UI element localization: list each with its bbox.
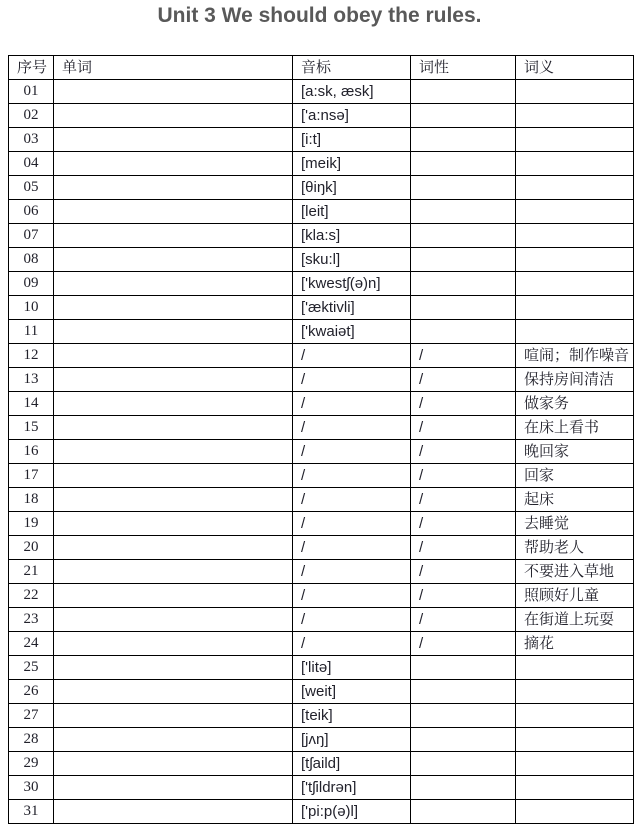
table-row bbox=[9, 416, 634, 440]
meaning-cell: 在床上看书 bbox=[516, 416, 634, 440]
row-number-cell: 23 bbox=[9, 608, 54, 632]
meaning-cell bbox=[516, 680, 634, 704]
meaning-cell bbox=[516, 152, 634, 176]
word-cell bbox=[54, 680, 293, 704]
row-number-cell: 26 bbox=[9, 680, 54, 704]
phonetic-cell: [teik] bbox=[293, 704, 411, 728]
phonetic-cell: [sku:l] bbox=[293, 248, 411, 272]
word-cell bbox=[54, 440, 293, 464]
table-row bbox=[9, 512, 634, 536]
word-cell bbox=[54, 728, 293, 752]
word-cell bbox=[54, 80, 293, 104]
table-row bbox=[9, 320, 634, 344]
meaning-cell bbox=[516, 200, 634, 224]
word-cell bbox=[54, 704, 293, 728]
word-cell bbox=[54, 176, 293, 200]
phonetic-cell: [a:sk, æsk] bbox=[293, 80, 411, 104]
phonetic-cell: [i:t] bbox=[293, 128, 411, 152]
pos-cell: / bbox=[411, 584, 516, 608]
meaning-cell: 在街道上玩耍 bbox=[516, 608, 634, 632]
phonetic-cell: / bbox=[293, 464, 411, 488]
table-row bbox=[9, 440, 634, 464]
row-number-cell: 25 bbox=[9, 656, 54, 680]
phonetic-cell: / bbox=[293, 344, 411, 368]
meaning-cell: 不要进入草地 bbox=[516, 560, 634, 584]
phonetic-cell: ['pi:p(ə)l] bbox=[293, 800, 411, 824]
phonetic-cell: ['kwaiət] bbox=[293, 320, 411, 344]
pos-cell bbox=[411, 176, 516, 200]
phonetic-cell: ['æktivli] bbox=[293, 296, 411, 320]
table-row bbox=[9, 536, 634, 560]
row-number-cell: 12 bbox=[9, 344, 54, 368]
phonetic-cell: ['litə] bbox=[293, 656, 411, 680]
pos-cell: / bbox=[411, 632, 516, 656]
table-row bbox=[9, 152, 634, 176]
phonetic-cell: [tʃaild] bbox=[293, 752, 411, 776]
meaning-cell bbox=[516, 800, 634, 824]
table-row bbox=[9, 344, 634, 368]
meaning-cell bbox=[516, 176, 634, 200]
table-row bbox=[9, 608, 634, 632]
word-cell bbox=[54, 560, 293, 584]
phonetic-cell: / bbox=[293, 512, 411, 536]
meaning-cell: 帮助老人 bbox=[516, 536, 634, 560]
row-number-cell: 31 bbox=[9, 800, 54, 824]
word-cell bbox=[54, 632, 293, 656]
phonetic-cell: [meik] bbox=[293, 152, 411, 176]
word-cell bbox=[54, 368, 293, 392]
meaning-cell: 摘花 bbox=[516, 632, 634, 656]
pos-cell: / bbox=[411, 608, 516, 632]
pos-cell bbox=[411, 776, 516, 800]
table-row bbox=[9, 488, 634, 512]
pos-cell: / bbox=[411, 536, 516, 560]
table-row bbox=[9, 368, 634, 392]
pos-cell bbox=[411, 104, 516, 128]
pos-cell bbox=[411, 248, 516, 272]
meaning-cell bbox=[516, 704, 634, 728]
phonetic-cell: / bbox=[293, 392, 411, 416]
row-number-cell: 01 bbox=[9, 80, 54, 104]
meaning-cell bbox=[516, 128, 634, 152]
meaning-cell: 去睡觉 bbox=[516, 512, 634, 536]
word-cell bbox=[54, 128, 293, 152]
row-number-cell: 27 bbox=[9, 704, 54, 728]
pos-cell: / bbox=[411, 344, 516, 368]
table-row bbox=[9, 80, 634, 104]
pos-cell bbox=[411, 128, 516, 152]
word-cell bbox=[54, 608, 293, 632]
row-number-cell: 07 bbox=[9, 224, 54, 248]
pos-cell: / bbox=[411, 416, 516, 440]
word-cell bbox=[54, 152, 293, 176]
meaning-cell bbox=[516, 728, 634, 752]
table-row bbox=[9, 200, 634, 224]
word-cell bbox=[54, 392, 293, 416]
row-number-cell: 19 bbox=[9, 512, 54, 536]
word-cell bbox=[54, 536, 293, 560]
meaning-cell: 起床 bbox=[516, 488, 634, 512]
row-number-cell: 17 bbox=[9, 464, 54, 488]
word-cell bbox=[54, 416, 293, 440]
word-cell bbox=[54, 584, 293, 608]
word-cell bbox=[54, 224, 293, 248]
row-number-cell: 09 bbox=[9, 272, 54, 296]
row-number-cell: 18 bbox=[9, 488, 54, 512]
word-cell bbox=[54, 320, 293, 344]
table-row bbox=[9, 104, 634, 128]
row-number-cell: 21 bbox=[9, 560, 54, 584]
table-row bbox=[9, 128, 634, 152]
word-cell bbox=[54, 248, 293, 272]
vocab-table bbox=[8, 55, 634, 824]
meaning-cell: 做家务 bbox=[516, 392, 634, 416]
row-number-cell: 29 bbox=[9, 752, 54, 776]
table-row bbox=[9, 584, 634, 608]
phonetic-cell: / bbox=[293, 584, 411, 608]
pos-cell bbox=[411, 704, 516, 728]
meaning-cell: 回家 bbox=[516, 464, 634, 488]
pos-cell bbox=[411, 800, 516, 824]
table-row bbox=[9, 728, 634, 752]
header-word: 单词 bbox=[54, 56, 293, 80]
word-cell bbox=[54, 464, 293, 488]
word-cell bbox=[54, 776, 293, 800]
meaning-cell bbox=[516, 248, 634, 272]
table-row bbox=[9, 224, 634, 248]
phonetic-cell: / bbox=[293, 632, 411, 656]
word-cell bbox=[54, 200, 293, 224]
meaning-cell: 照顾好儿童 bbox=[516, 584, 634, 608]
pos-cell bbox=[411, 200, 516, 224]
phonetic-cell: / bbox=[293, 488, 411, 512]
word-cell bbox=[54, 800, 293, 824]
pos-cell: / bbox=[411, 488, 516, 512]
word-cell bbox=[54, 656, 293, 680]
row-number-cell: 10 bbox=[9, 296, 54, 320]
row-number-cell: 20 bbox=[9, 536, 54, 560]
header-phonetic: 音标 bbox=[293, 56, 411, 80]
pos-cell: / bbox=[411, 440, 516, 464]
pos-cell: / bbox=[411, 560, 516, 584]
row-number-cell: 30 bbox=[9, 776, 54, 800]
phonetic-cell: / bbox=[293, 440, 411, 464]
header-meaning: 词义 bbox=[516, 56, 634, 80]
table-row bbox=[9, 296, 634, 320]
header-row bbox=[9, 56, 634, 80]
phonetic-cell: [kla:s] bbox=[293, 224, 411, 248]
row-number-cell: 13 bbox=[9, 368, 54, 392]
table-row bbox=[9, 680, 634, 704]
meaning-cell: 晚回家 bbox=[516, 440, 634, 464]
meaning-cell bbox=[516, 656, 634, 680]
pos-cell bbox=[411, 680, 516, 704]
meaning-cell bbox=[516, 272, 634, 296]
word-cell bbox=[54, 104, 293, 128]
table-row bbox=[9, 272, 634, 296]
meaning-cell bbox=[516, 104, 634, 128]
row-number-cell: 28 bbox=[9, 728, 54, 752]
phonetic-cell: [weit] bbox=[293, 680, 411, 704]
phonetic-cell: [leit] bbox=[293, 200, 411, 224]
vocab-table-body bbox=[9, 80, 634, 824]
pos-cell: / bbox=[411, 512, 516, 536]
meaning-cell bbox=[516, 224, 634, 248]
phonetic-cell: / bbox=[293, 368, 411, 392]
meaning-cell bbox=[516, 320, 634, 344]
word-cell bbox=[54, 512, 293, 536]
page-title: Unit 3 We should obey the rules. bbox=[157, 4, 482, 27]
pos-cell bbox=[411, 224, 516, 248]
row-number-cell: 24 bbox=[9, 632, 54, 656]
pos-cell: / bbox=[411, 392, 516, 416]
table-row bbox=[9, 392, 634, 416]
row-number-cell: 02 bbox=[9, 104, 54, 128]
phonetic-cell: ['a:nsə] bbox=[293, 104, 411, 128]
row-number-cell: 03 bbox=[9, 128, 54, 152]
pos-cell bbox=[411, 80, 516, 104]
header-pos: 词性 bbox=[411, 56, 516, 80]
phonetic-cell: / bbox=[293, 608, 411, 632]
meaning-cell: 保持房间清洁 bbox=[516, 368, 634, 392]
phonetic-cell: ['kwestʃ(ə)n] bbox=[293, 272, 411, 296]
row-number-cell: 08 bbox=[9, 248, 54, 272]
table-row bbox=[9, 752, 634, 776]
pos-cell bbox=[411, 656, 516, 680]
pos-cell bbox=[411, 296, 516, 320]
word-cell bbox=[54, 488, 293, 512]
pos-cell bbox=[411, 272, 516, 296]
table-row bbox=[9, 464, 634, 488]
row-number-cell: 11 bbox=[9, 320, 54, 344]
table-row bbox=[9, 800, 634, 824]
row-number-cell: 22 bbox=[9, 584, 54, 608]
row-number-cell: 15 bbox=[9, 416, 54, 440]
table-row bbox=[9, 704, 634, 728]
phonetic-cell: / bbox=[293, 416, 411, 440]
table-row bbox=[9, 656, 634, 680]
row-number-cell: 04 bbox=[9, 152, 54, 176]
pos-cell: / bbox=[411, 464, 516, 488]
meaning-cell bbox=[516, 776, 634, 800]
pos-cell: / bbox=[411, 368, 516, 392]
phonetic-cell: [jʌŋ] bbox=[293, 728, 411, 752]
row-number-cell: 05 bbox=[9, 176, 54, 200]
meaning-cell: 喧闹；制作噪音 bbox=[516, 344, 634, 368]
phonetic-cell: / bbox=[293, 536, 411, 560]
phonetic-cell: ['tʃildrən] bbox=[293, 776, 411, 800]
table-row bbox=[9, 176, 634, 200]
pos-cell bbox=[411, 728, 516, 752]
word-cell bbox=[54, 296, 293, 320]
row-number-cell: 06 bbox=[9, 200, 54, 224]
word-cell bbox=[54, 272, 293, 296]
header-number: 序号 bbox=[9, 56, 54, 80]
row-number-cell: 16 bbox=[9, 440, 54, 464]
pos-cell bbox=[411, 152, 516, 176]
word-cell bbox=[54, 752, 293, 776]
meaning-cell bbox=[516, 80, 634, 104]
table-row bbox=[9, 776, 634, 800]
row-number-cell: 14 bbox=[9, 392, 54, 416]
table-row bbox=[9, 560, 634, 584]
pos-cell bbox=[411, 320, 516, 344]
table-row bbox=[9, 632, 634, 656]
table-row bbox=[9, 248, 634, 272]
phonetic-cell: [θiŋk] bbox=[293, 176, 411, 200]
phonetic-cell: / bbox=[293, 560, 411, 584]
meaning-cell bbox=[516, 752, 634, 776]
pos-cell bbox=[411, 752, 516, 776]
meaning-cell bbox=[516, 296, 634, 320]
word-cell bbox=[54, 344, 293, 368]
